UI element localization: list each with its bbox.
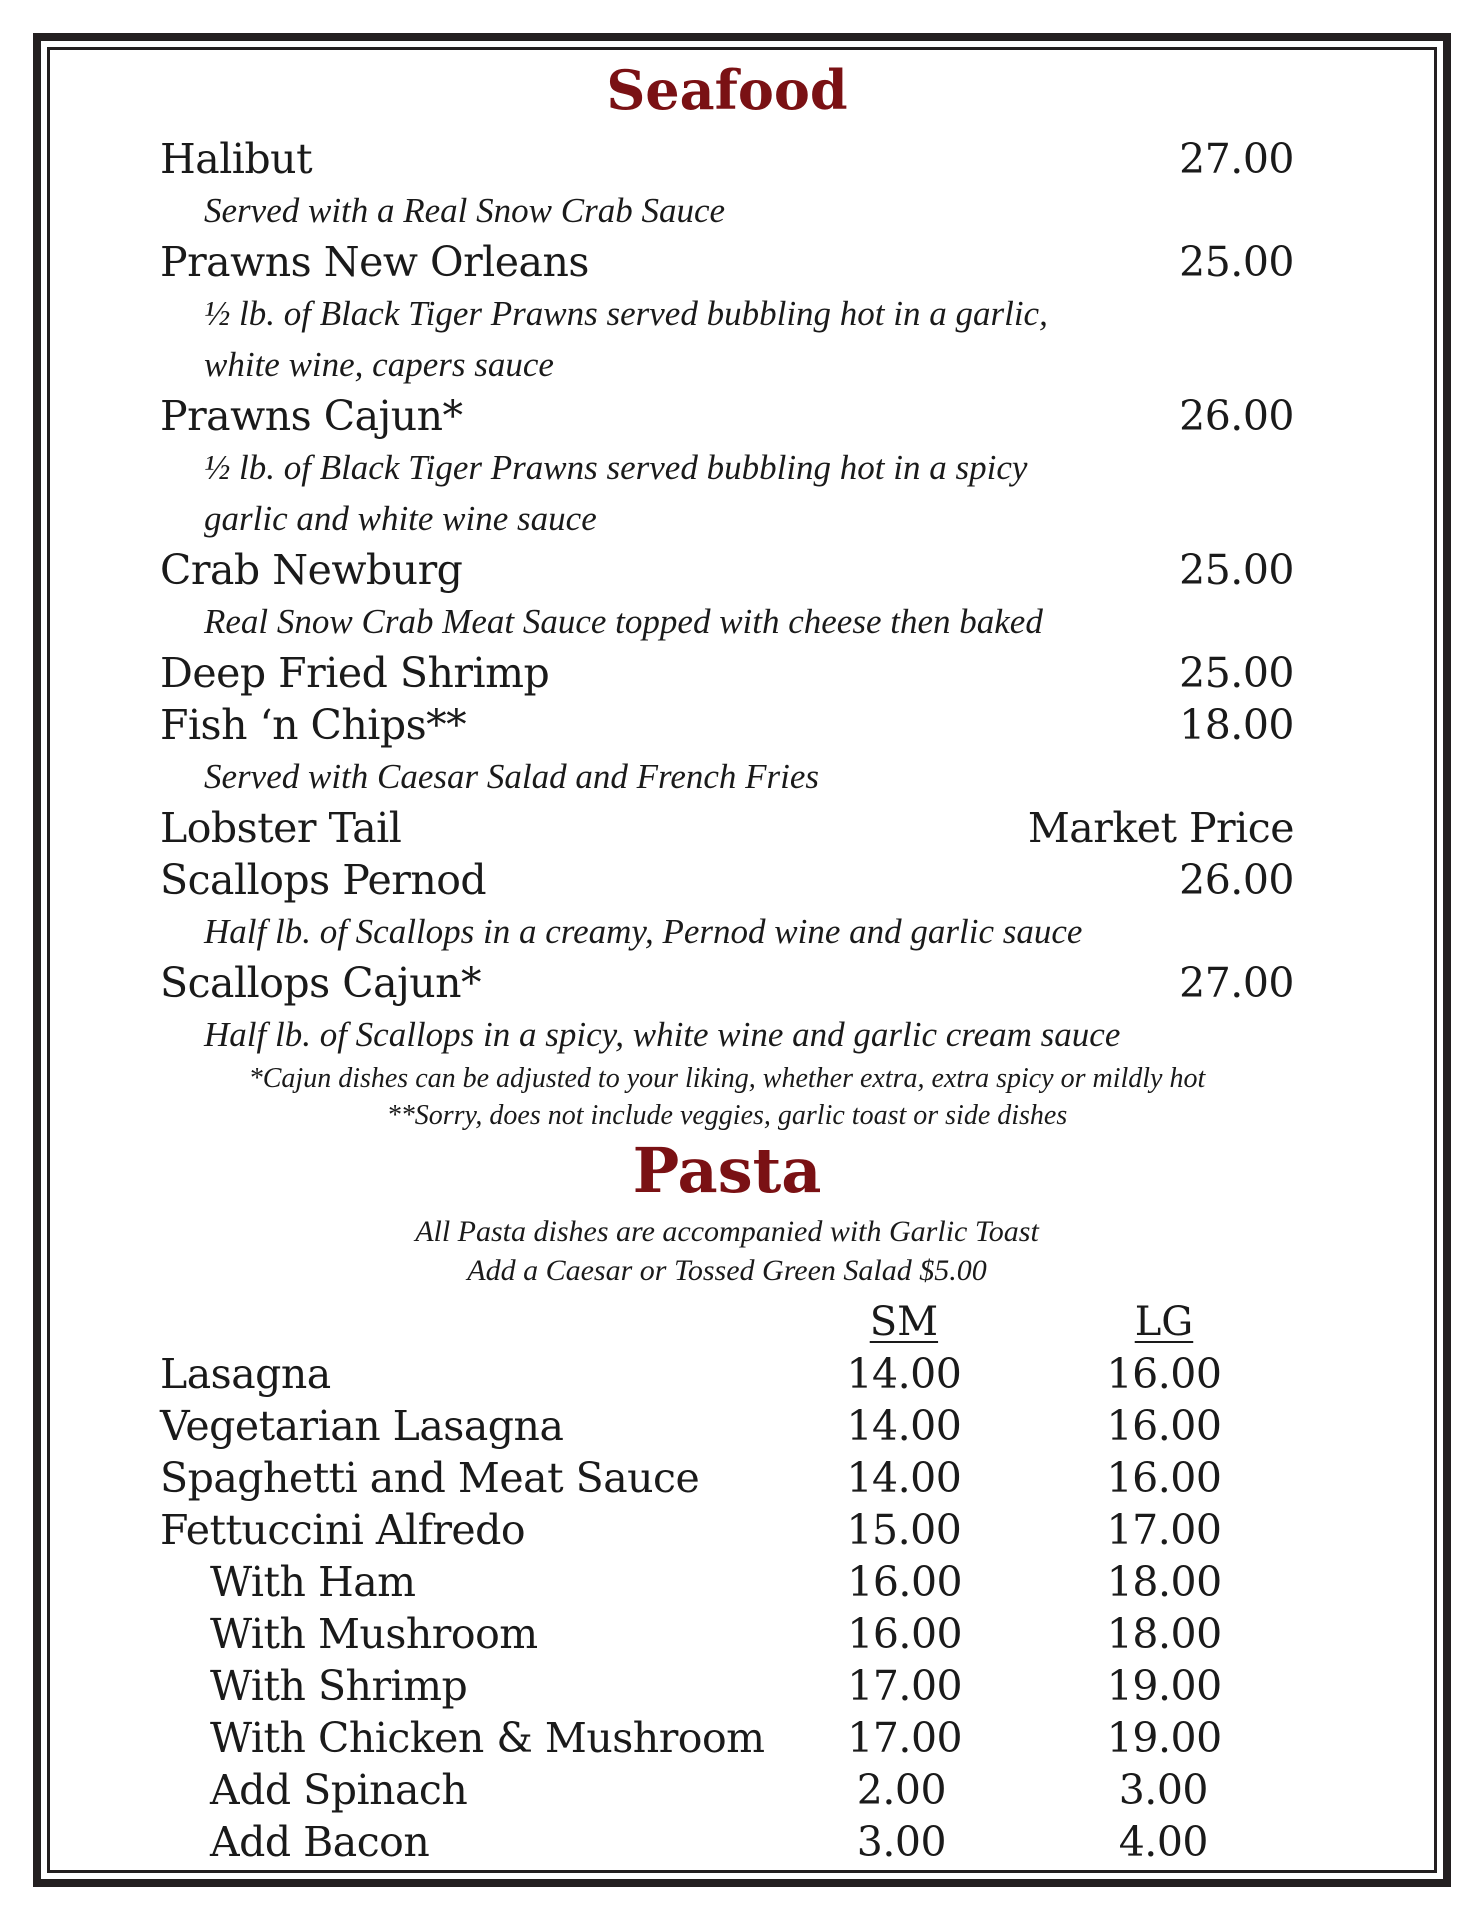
pasta-item [160, 1400, 1294, 1452]
seafood-item-description: ½ lb. of Black Tiger Prawns served bubbling hot in a spicy [204, 448, 1028, 487]
pasta-item-price-sm: 3.00 [856, 1818, 947, 1866]
seafood-list [160, 133, 1294, 1060]
seafood-item-price: 26.00 [1179, 392, 1294, 440]
pasta-item-name: Add Spinach [210, 1766, 468, 1814]
seafood-item-name: Halibut [160, 135, 313, 183]
seafood-item-price: 25.00 [1179, 546, 1294, 594]
seafood-item-name: Scallops Cajun* [160, 959, 482, 1007]
seafood-item-description: ½ lb. of Black Tiger Prawns served bubbling hot in a garlic, [204, 294, 1048, 333]
seafood-footnote: *Cajun dishes can be adjusted to your liking, whether extra, extra spicy or mildly hot [248, 1063, 1206, 1094]
pasta-item [160, 1660, 1294, 1712]
pasta-item-price-lg: 18.00 [1106, 1558, 1222, 1606]
pasta-item-price-lg: 16.00 [1106, 1454, 1222, 1502]
seafood-item-description: garlic and white wine sauce [204, 499, 597, 538]
seafood-item-price: 18.00 [1179, 701, 1294, 749]
pasta-list [160, 1348, 1294, 1868]
seafood-item [160, 236, 1294, 288]
seafood-item [160, 854, 1294, 906]
seafood-item-price: Market Price [1027, 804, 1294, 852]
pasta-item [160, 1556, 1294, 1608]
pasta-item-price-sm: 16.00 [847, 1558, 963, 1606]
pasta-item-name: Spaghetti and Meat Sauce [160, 1454, 700, 1502]
seafood-item-name: Fish ‘n Chips** [160, 701, 467, 749]
pasta-item-price-lg: 17.00 [1106, 1506, 1222, 1554]
seafood-item-description: Real Snow Crab Meat Sauce topped with cheese then baked [204, 602, 1043, 641]
seafood-item [160, 390, 1294, 442]
seafood-item-description: Served with a Real Snow Crab Sauce [204, 191, 726, 230]
pasta-item [160, 1764, 1294, 1816]
seafood-title: Seafood [606, 58, 848, 122]
pasta-item-price-sm: 17.00 [847, 1662, 963, 1710]
pasta-item [160, 1504, 1294, 1556]
seafood-item [160, 699, 1294, 751]
pasta-item [160, 1712, 1294, 1764]
seafood-item-name: Scallops Pernod [160, 856, 487, 904]
seafood-item-price: 26.00 [1179, 856, 1294, 904]
pasta-item [160, 1348, 1294, 1400]
seafood-item-name: Deep Fried Shrimp [160, 649, 550, 697]
pasta-item-name: Add Bacon [210, 1818, 430, 1866]
pasta-item-price-sm: 14.00 [846, 1454, 962, 1502]
pasta-item-price-lg: 18.00 [1106, 1610, 1222, 1658]
pasta-item-price-lg: 19.00 [1106, 1662, 1222, 1710]
pasta-item-price-lg: 16.00 [1106, 1402, 1222, 1450]
pasta-item-price-sm: 15.00 [846, 1506, 962, 1554]
pasta-item-name: With Mushroom [210, 1610, 538, 1658]
pasta-item-price-lg: 4.00 [1118, 1818, 1208, 1866]
pasta-item-price-sm: 14.00 [846, 1402, 962, 1450]
pasta-item-name: With Shrimp [210, 1662, 468, 1710]
seafood-item [160, 133, 1294, 185]
seafood-item-price: 25.00 [1179, 649, 1294, 697]
pasta-item [160, 1816, 1294, 1868]
pasta-item-name: With Chicken & Mushroom [210, 1714, 765, 1762]
pasta-item-name: Lasagna [160, 1350, 331, 1398]
seafood-footnote: **Sorry, does not include veggies, garlic toast or side dishes [386, 1100, 1068, 1131]
seafood-item-price: 27.00 [1179, 135, 1294, 183]
pasta-item-name: With Ham [210, 1558, 416, 1606]
pasta-title: Pasta [632, 1134, 822, 1207]
pasta-item-name: Vegetarian Lasagna [160, 1402, 564, 1450]
pasta-item [160, 1608, 1294, 1660]
pasta-col-lg: LG [1134, 1299, 1194, 1345]
seafood-item-description: white wine, capers sauce [204, 345, 554, 384]
pasta-item-name: Fettuccini Alfredo [160, 1506, 526, 1554]
pasta-col-sm: SM [869, 1299, 939, 1345]
seafood-item-price: 27.00 [1179, 959, 1294, 1007]
pasta-item-price-sm: 14.00 [846, 1350, 962, 1398]
pasta-size-header [160, 1296, 1294, 1348]
seafood-item [160, 957, 1294, 1009]
pasta-item-price-sm: 17.00 [847, 1714, 963, 1762]
menu-page [160, 55, 1294, 1868]
pasta-notes [160, 1212, 1294, 1290]
seafood-item-description: Half lb. of Scallops in a creamy, Pernod wine and garlic sauce [204, 912, 1083, 951]
pasta-note: Add a Caesar or Tossed Green Salad $5.00 [467, 1254, 987, 1287]
pasta-item [160, 1452, 1294, 1504]
seafood-notes [160, 1060, 1294, 1134]
pasta-item-price-lg: 19.00 [1106, 1714, 1222, 1762]
seafood-item-description: Served with Caesar Salad and French Fries [204, 757, 820, 796]
seafood-item-description: Half lb. of Scallops in a spicy, white wine and garlic cream sauce [204, 1015, 1121, 1054]
pasta-item-price-sm: 2.00 [856, 1766, 947, 1814]
seafood-item [160, 647, 1294, 699]
seafood-item-name: Prawns Cajun* [160, 392, 463, 440]
pasta-item-price-lg: 3.00 [1118, 1766, 1208, 1814]
seafood-item-price: 25.00 [1179, 238, 1294, 286]
pasta-note: All Pasta dishes are accompanied with Garlic Toast [415, 1215, 1039, 1248]
seafood-item [160, 544, 1294, 596]
pasta-header-spacer [160, 1296, 774, 1348]
seafood-item-name: Lobster Tail [160, 804, 402, 852]
seafood-item [160, 802, 1294, 854]
pasta-item-price-lg: 16.00 [1106, 1350, 1222, 1398]
seafood-item-name: Prawns New Orleans [160, 238, 589, 286]
pasta-item-price-sm: 16.00 [847, 1610, 963, 1658]
seafood-item-name: Crab Newburg [160, 546, 463, 594]
